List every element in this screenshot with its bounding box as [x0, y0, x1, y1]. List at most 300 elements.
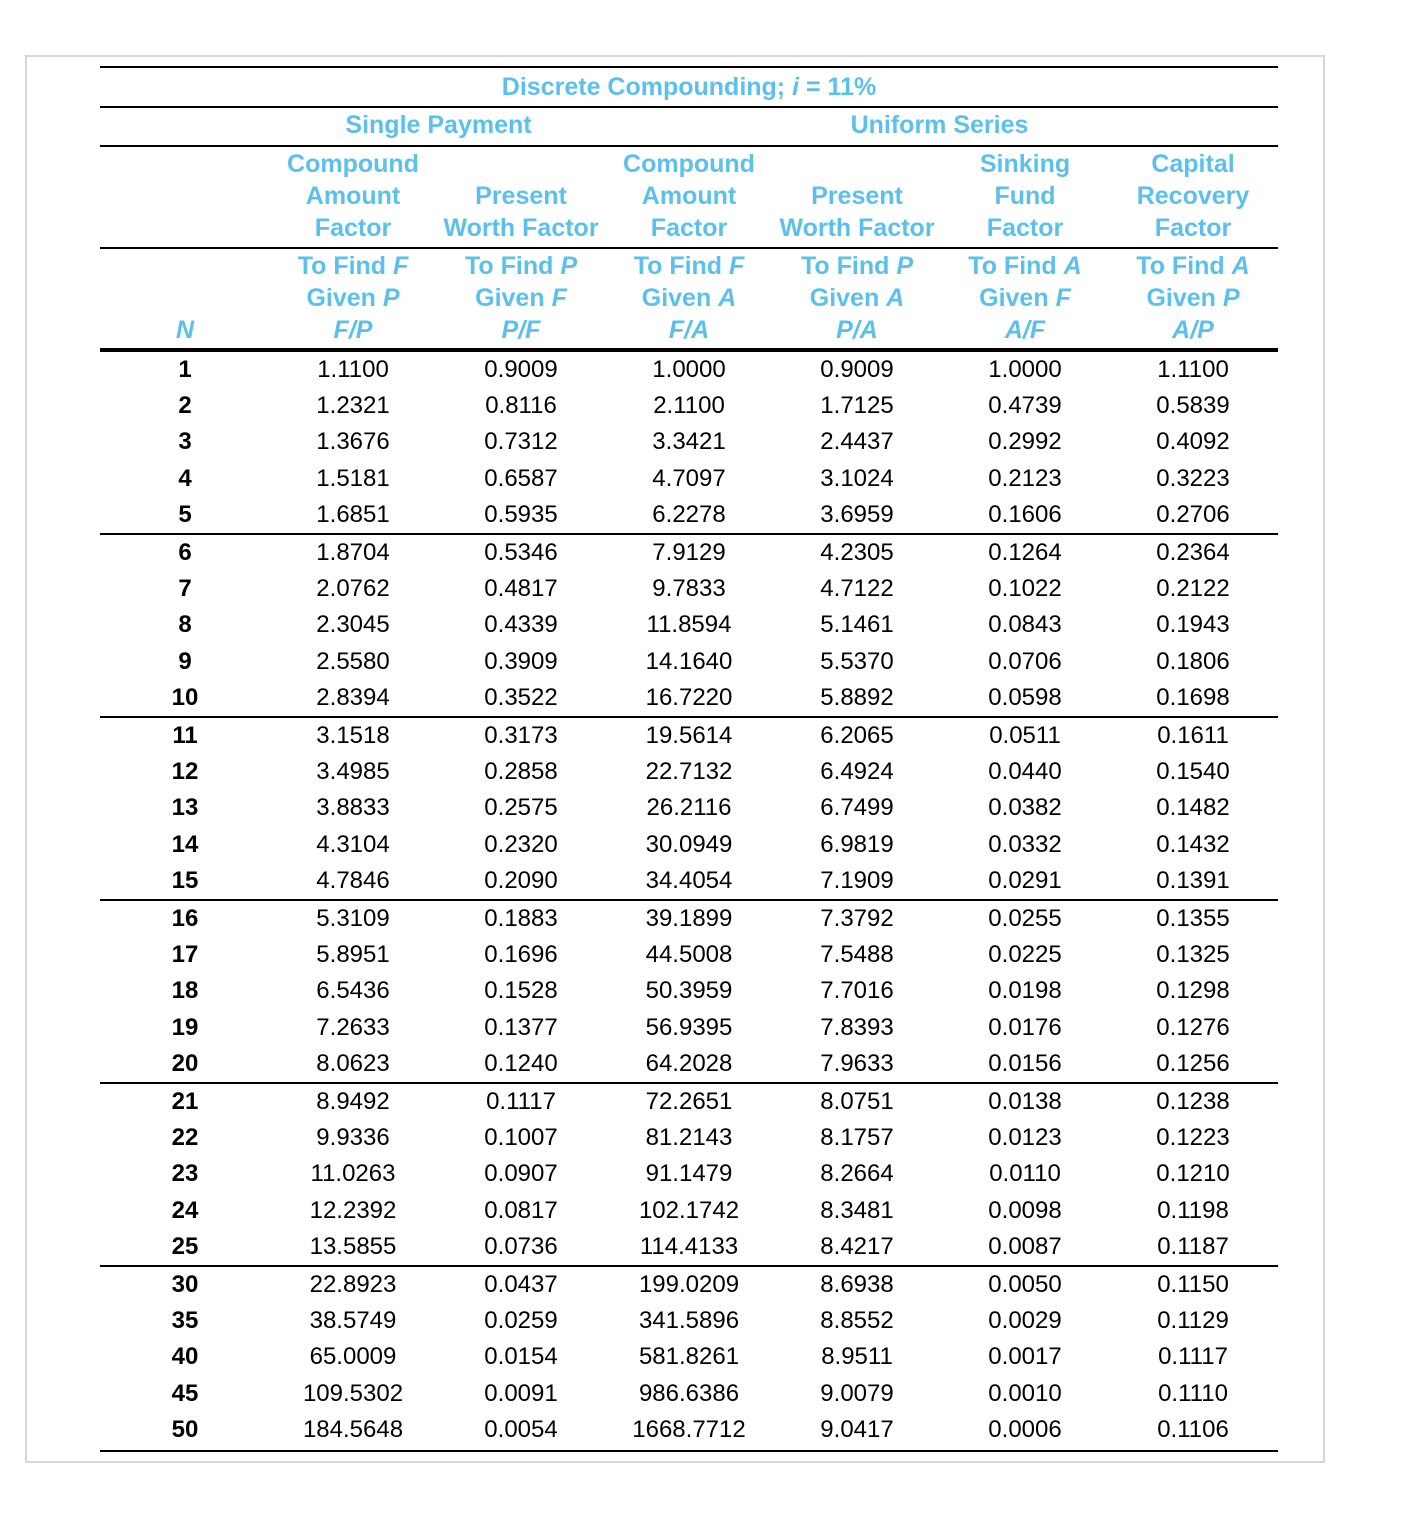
row-n: 24 — [171, 1196, 199, 1224]
factor-value: 3.8833 — [316, 794, 390, 822]
factor-value: 114.4133 — [639, 1232, 739, 1260]
factor-value: 0.1377 — [484, 1013, 558, 1041]
find-variable: F — [393, 252, 409, 280]
factor-value: 50.3959 — [645, 977, 733, 1005]
factor-value: 38.5749 — [309, 1307, 397, 1335]
factor-value: 0.1223 — [1156, 1124, 1230, 1152]
notation-denominator: P — [1197, 316, 1214, 344]
factor-value: 0.1391 — [1156, 866, 1230, 894]
factor-value: 1.0000 — [988, 356, 1062, 383]
find-given-header — [437, 250, 605, 346]
find-text: To Find — [464, 252, 561, 280]
factor-name-line: Sinking — [979, 150, 1071, 178]
find-variable: A — [1231, 252, 1250, 280]
factor-value: 19.5614 — [645, 722, 733, 749]
given-line — [773, 282, 941, 314]
factor-value: 0.3522 — [484, 683, 558, 711]
factor-name-line: Present — [475, 182, 567, 210]
factor-value: 0.0098 — [988, 1196, 1062, 1224]
factor-value: 0.0843 — [988, 611, 1062, 639]
factor-value: 44.5008 — [645, 941, 733, 969]
factor-value: 0.0706 — [988, 647, 1062, 675]
factor-notation — [941, 314, 1109, 346]
factor-value: 1.5181 — [316, 464, 390, 492]
factor-value: 56.9395 — [645, 1013, 733, 1041]
factor-name-header — [941, 148, 1109, 244]
notation-slash: / — [684, 316, 692, 344]
row-n: 25 — [171, 1232, 199, 1260]
row-n: 22 — [171, 1124, 199, 1152]
factor-value: 0.4739 — [988, 392, 1062, 420]
notation-denominator: F — [525, 316, 541, 344]
row-n: 19 — [171, 1013, 199, 1041]
factor-value: 1.2321 — [316, 392, 390, 420]
factor-value: 9.0417 — [820, 1415, 894, 1443]
factor-value: 64.2028 — [645, 1049, 733, 1077]
factor-value: 0.0123 — [988, 1124, 1062, 1152]
factor-value: 7.9129 — [652, 539, 726, 566]
factor-value: 4.2305 — [820, 539, 894, 566]
find-line — [437, 250, 605, 282]
factor-value: 0.1325 — [1156, 941, 1230, 969]
n-column-header: N — [175, 316, 195, 344]
factor-value: 2.0762 — [316, 575, 390, 603]
notation-denominator: A — [691, 316, 710, 344]
row-n: 2 — [178, 392, 192, 420]
factor-value: 22.8923 — [309, 1271, 397, 1298]
factor-value: 0.6587 — [484, 464, 558, 492]
factor-value: 7.7016 — [820, 977, 894, 1005]
factor-value: 0.0198 — [988, 977, 1062, 1005]
factor-value: 39.1899 — [645, 905, 733, 932]
factor-value: 8.9492 — [316, 1088, 390, 1115]
factor-name-header — [269, 148, 437, 244]
factor-value: 12.2392 — [309, 1196, 397, 1224]
row-n: 21 — [171, 1088, 199, 1115]
row-n: 7 — [178, 575, 192, 603]
given-line — [941, 282, 1109, 314]
row-n: 12 — [171, 758, 199, 786]
factor-value: 0.3223 — [1156, 464, 1230, 492]
factor-value: 8.4217 — [820, 1232, 894, 1260]
row-n: 5 — [178, 500, 192, 528]
factor-value: 8.1757 — [820, 1124, 894, 1152]
given-variable: P — [1222, 284, 1240, 312]
find-line — [605, 250, 773, 282]
factor-value: 9.7833 — [652, 575, 726, 603]
find-variable: P — [896, 252, 914, 280]
factor-value: 0.3909 — [484, 647, 558, 675]
factor-value: 0.1528 — [484, 977, 558, 1005]
factor-value: 0.1210 — [1156, 1160, 1230, 1188]
group-uniform-series: Uniform Series — [850, 111, 1029, 139]
factor-value: 1.0000 — [652, 356, 726, 383]
factor-value: 1668.7712 — [632, 1415, 746, 1443]
factor-value: 0.0382 — [988, 794, 1062, 822]
factor-name-header — [773, 148, 941, 244]
row-n: 40 — [171, 1343, 199, 1371]
notation-slash: / — [1022, 316, 1030, 344]
factor-value: 3.6959 — [820, 500, 894, 528]
factor-value: 0.1238 — [1156, 1088, 1230, 1115]
given-variable: A — [718, 284, 737, 312]
factor-value: 8.8552 — [820, 1307, 894, 1335]
factor-notation — [605, 314, 773, 346]
row-n: 45 — [171, 1379, 199, 1407]
factor-value: 5.3109 — [316, 905, 390, 932]
given-line — [437, 282, 605, 314]
find-text: To Find — [968, 252, 1064, 280]
factor-value: 0.0817 — [484, 1196, 558, 1224]
factor-value: 0.2992 — [988, 428, 1062, 456]
factor-name-header — [1109, 148, 1277, 244]
factor-value: 0.0006 — [988, 1415, 1062, 1443]
row-n: 17 — [171, 941, 199, 969]
factor-value: 0.0087 — [988, 1232, 1062, 1260]
factor-name-line: Factor — [1154, 214, 1232, 242]
factor-value: 0.0156 — [988, 1049, 1062, 1077]
factor-value: 0.1698 — [1156, 683, 1230, 711]
factor-value: 0.0291 — [988, 866, 1062, 894]
factor-value: 9.9336 — [316, 1124, 390, 1152]
factor-value: 0.1240 — [484, 1049, 558, 1077]
factor-value: 0.2858 — [484, 758, 558, 786]
find-text: To Find — [297, 252, 394, 280]
factor-value: 0.2706 — [1156, 500, 1230, 528]
given-text: Given — [1146, 284, 1223, 312]
factor-value: 6.2278 — [652, 500, 726, 528]
row-n: 30 — [171, 1271, 199, 1298]
notation-numerator: A — [1172, 316, 1191, 344]
table-title: Discrete Compounding; i = 11% — [501, 73, 877, 101]
factor-value: 0.1117 — [1158, 1343, 1228, 1371]
factor-value: 0.1540 — [1156, 758, 1230, 786]
given-variable: A — [886, 284, 905, 312]
row-n: 6 — [178, 539, 192, 566]
factor-value: 0.9009 — [820, 356, 894, 383]
factor-value: 0.0054 — [484, 1415, 558, 1443]
factor-value: 0.1264 — [988, 539, 1062, 566]
factor-value: 0.1106 — [1157, 1415, 1229, 1443]
factor-value: 102.1742 — [638, 1196, 740, 1224]
factor-value: 0.0259 — [484, 1307, 558, 1335]
factor-value: 26.2116 — [646, 794, 732, 822]
factor-value: 341.5896 — [638, 1307, 740, 1335]
factor-value: 1.3676 — [316, 428, 390, 456]
factor-value: 7.3792 — [820, 905, 894, 932]
factor-name-line: Present — [811, 182, 903, 210]
factor-value: 65.0009 — [309, 1343, 397, 1371]
factor-value: 7.1909 — [820, 866, 894, 894]
factor-value: 2.3045 — [316, 611, 390, 639]
factor-name-line: Amount — [641, 182, 737, 210]
factor-value: 11.0263 — [310, 1160, 396, 1188]
factor-name-line: Fund — [994, 182, 1056, 210]
row-n: 13 — [171, 794, 199, 822]
factor-notation — [1109, 314, 1277, 346]
row-n: 18 — [171, 977, 199, 1005]
factor-name-line — [773, 148, 941, 180]
factor-notation — [773, 314, 941, 346]
factor-name-header — [605, 148, 773, 244]
factor-value: 0.2122 — [1156, 575, 1230, 603]
find-given-header — [1109, 250, 1277, 346]
factor-value: 3.4985 — [316, 758, 390, 786]
find-variable: A — [1063, 252, 1082, 280]
factor-value: 1.7125 — [820, 392, 894, 420]
factor-value: 0.2090 — [484, 866, 558, 894]
factor-name-line: Recovery — [1136, 182, 1250, 210]
factor-value: 3.1518 — [316, 722, 390, 749]
row-n: 23 — [171, 1160, 199, 1188]
factor-value: 0.8116 — [485, 392, 557, 420]
factor-value: 5.1461 — [820, 611, 894, 639]
factor-value: 184.5648 — [302, 1415, 404, 1443]
factor-value: 0.4817 — [484, 575, 558, 603]
factor-value: 0.1482 — [1156, 794, 1230, 822]
factor-value: 6.9819 — [820, 830, 894, 858]
factor-value: 0.2320 — [484, 830, 558, 858]
row-n: 15 — [171, 866, 199, 894]
notation-slash: / — [1190, 316, 1198, 344]
factor-value: 0.1611 — [1157, 722, 1229, 749]
factor-value: 0.1943 — [1156, 611, 1230, 639]
factor-value: 0.2123 — [988, 464, 1062, 492]
factor-value: 0.1696 — [484, 941, 558, 969]
factor-name-line: Factor — [986, 214, 1064, 242]
given-text: Given — [809, 284, 887, 312]
given-variable: F — [551, 284, 567, 312]
notation-slash: / — [348, 316, 356, 344]
factor-name-header — [437, 148, 605, 244]
factor-value: 0.0017 — [988, 1343, 1062, 1371]
factor-value: 0.1110 — [1158, 1379, 1228, 1407]
row-n: 3 — [178, 428, 192, 456]
factor-value: 0.0332 — [988, 830, 1062, 858]
factor-value: 0.7312 — [484, 428, 558, 456]
factor-value: 91.1479 — [645, 1160, 733, 1188]
factor-name-line: Amount — [305, 182, 401, 210]
factor-value: 8.6938 — [820, 1271, 894, 1298]
factor-value: 5.8951 — [316, 941, 390, 969]
factor-value: 0.0010 — [988, 1379, 1062, 1407]
factor-value: 0.1187 — [1157, 1232, 1229, 1260]
rule-top — [100, 66, 1278, 68]
factor-value: 4.7846 — [316, 866, 390, 894]
factor-value: 8.2664 — [820, 1160, 894, 1188]
group-single-payment: Single Payment — [345, 111, 532, 139]
rule-title — [100, 106, 1278, 108]
notation-denominator: F — [1029, 316, 1046, 344]
factor-value: 4.7122 — [820, 575, 894, 603]
factor-value: 0.0907 — [484, 1160, 558, 1188]
factor-value: 1.1100 — [317, 356, 389, 383]
factor-value: 0.1007 — [484, 1124, 558, 1152]
factor-value: 0.5839 — [1156, 392, 1230, 420]
rule-groups — [100, 145, 1278, 147]
given-text: Given — [979, 284, 1056, 312]
factor-value: 16.7220 — [645, 683, 733, 711]
factor-name-line: Compound — [287, 150, 419, 178]
factor-value: 7.9633 — [820, 1049, 894, 1077]
factor-value: 5.8892 — [820, 683, 894, 711]
notation-numerator: P — [836, 316, 853, 344]
find-given-header — [773, 250, 941, 346]
row-n: 16 — [171, 905, 199, 932]
factor-value: 0.0736 — [484, 1232, 558, 1260]
find-text: To Find — [800, 252, 897, 280]
factor-notation — [437, 314, 605, 346]
factor-value: 2.8394 — [316, 683, 390, 711]
factor-name-line: Compound — [623, 150, 755, 178]
factor-value: 0.1432 — [1156, 830, 1230, 858]
factor-value: 1.8704 — [316, 539, 390, 566]
factor-value: 0.0029 — [988, 1307, 1062, 1335]
factor-value: 0.4339 — [484, 611, 558, 639]
factor-value: 14.1640 — [645, 647, 733, 675]
factor-value: 7.5488 — [820, 941, 894, 969]
given-line — [605, 282, 773, 314]
factor-value: 0.1256 — [1156, 1049, 1230, 1077]
find-line — [941, 250, 1109, 282]
find-line — [1109, 250, 1277, 282]
find-given-header — [941, 250, 1109, 346]
rule-bottom — [100, 1450, 1278, 1452]
notation-numerator: F — [333, 316, 349, 344]
find-line — [773, 250, 941, 282]
factor-value: 2.1100 — [653, 392, 725, 420]
factor-value: 8.0751 — [820, 1088, 894, 1115]
factor-value: 0.1129 — [1157, 1307, 1229, 1335]
factor-name-line: Worth Factor — [779, 214, 935, 242]
notation-slash: / — [518, 316, 526, 344]
factor-value: 0.0598 — [988, 683, 1062, 711]
factor-value: 13.5855 — [309, 1232, 397, 1260]
given-variable: P — [382, 284, 400, 312]
notation-numerator: A — [1004, 316, 1023, 344]
factor-value: 2.5580 — [316, 647, 390, 675]
factor-value: 0.1022 — [988, 575, 1062, 603]
row-n: 10 — [171, 683, 199, 711]
find-given-header — [605, 250, 773, 346]
factor-value: 199.0209 — [638, 1271, 740, 1298]
factor-name-line — [437, 148, 605, 180]
factor-name-line: Capital — [1151, 150, 1235, 178]
factor-value: 6.2065 — [820, 722, 894, 749]
factor-value: 0.0110 — [989, 1160, 1061, 1188]
factor-value: 72.2651 — [645, 1088, 733, 1115]
factor-value: 4.7097 — [652, 464, 726, 492]
factor-value: 8.0623 — [316, 1049, 390, 1077]
find-line — [269, 250, 437, 282]
factor-value: 0.0154 — [484, 1343, 558, 1371]
row-n: 20 — [171, 1049, 199, 1077]
find-given-header — [269, 250, 437, 346]
row-n: 14 — [171, 830, 199, 858]
factor-value: 8.3481 — [820, 1196, 894, 1224]
factor-value: 0.0255 — [988, 905, 1062, 932]
factor-value: 0.3173 — [484, 722, 558, 749]
factor-value: 0.0091 — [484, 1379, 558, 1407]
row-n: 4 — [178, 464, 192, 492]
factor-value: 0.1150 — [1157, 1271, 1229, 1298]
factor-value: 3.1024 — [820, 464, 894, 492]
given-line — [269, 282, 437, 314]
given-text: Given — [306, 284, 383, 312]
factor-value: 0.1806 — [1156, 647, 1230, 675]
factor-value: 0.1355 — [1156, 905, 1230, 932]
factor-value: 0.0437 — [484, 1271, 558, 1298]
factor-value: 0.5346 — [484, 539, 558, 566]
factor-value: 30.0949 — [645, 830, 733, 858]
factor-value: 1.1100 — [1157, 356, 1229, 383]
row-n: 8 — [178, 611, 192, 639]
factor-value: 0.0050 — [988, 1271, 1062, 1298]
factor-value: 4.3104 — [316, 830, 390, 858]
factor-value: 0.1298 — [1156, 977, 1230, 1005]
notation-slash: / — [852, 316, 860, 344]
notation-denominator: P — [355, 316, 373, 344]
factor-value: 0.1117 — [486, 1088, 556, 1115]
rule-factors — [100, 247, 1278, 249]
factor-value: 0.9009 — [484, 356, 558, 383]
factor-value: 9.0079 — [820, 1379, 894, 1407]
factor-value: 0.2364 — [1156, 539, 1230, 566]
factor-value: 0.5935 — [484, 500, 558, 528]
given-text: Given — [475, 284, 552, 312]
factor-name-line: Worth Factor — [443, 214, 599, 242]
find-text: To Find — [633, 252, 730, 280]
factor-value: 0.0138 — [988, 1088, 1062, 1115]
factor-value: 0.0225 — [988, 941, 1062, 969]
factor-value: 986.6386 — [638, 1379, 740, 1407]
given-text: Given — [641, 284, 719, 312]
factor-value: 2.4437 — [820, 428, 894, 456]
factor-value: 0.4092 — [1156, 428, 1230, 456]
factor-value: 0.2575 — [484, 794, 558, 822]
find-text: To Find — [1136, 252, 1232, 280]
factor-value: 0.0176 — [988, 1013, 1062, 1041]
row-n: 9 — [178, 647, 192, 675]
factor-value: 0.1198 — [1157, 1196, 1229, 1224]
factor-name-line: Factor — [650, 214, 728, 242]
factor-value: 0.1883 — [484, 905, 558, 932]
notation-numerator: P — [501, 316, 519, 344]
factor-value: 6.7499 — [820, 794, 894, 822]
factor-value: 109.5302 — [302, 1379, 404, 1407]
factor-notation — [269, 314, 437, 346]
row-n: 11 — [172, 722, 198, 749]
factor-name-line: Factor — [314, 214, 392, 242]
factor-value: 11.8594 — [646, 611, 732, 639]
notation-numerator: F — [668, 316, 685, 344]
factor-value: 34.4054 — [645, 866, 733, 894]
find-variable: P — [560, 252, 578, 280]
factor-value: 6.5436 — [316, 977, 390, 1005]
factor-value: 6.4924 — [820, 758, 894, 786]
factor-value: 81.2143 — [645, 1124, 733, 1152]
factor-value: 0.1276 — [1156, 1013, 1230, 1041]
factor-value: 7.8393 — [820, 1013, 894, 1041]
factor-value: 581.8261 — [638, 1343, 740, 1371]
find-variable: F — [729, 252, 745, 280]
factor-value: 0.0511 — [989, 722, 1061, 749]
given-line — [1109, 282, 1277, 314]
factor-value: 3.3421 — [652, 428, 726, 456]
factor-value: 0.0440 — [988, 758, 1062, 786]
factor-value: 8.9511 — [821, 1343, 893, 1371]
row-n: 35 — [171, 1307, 199, 1335]
